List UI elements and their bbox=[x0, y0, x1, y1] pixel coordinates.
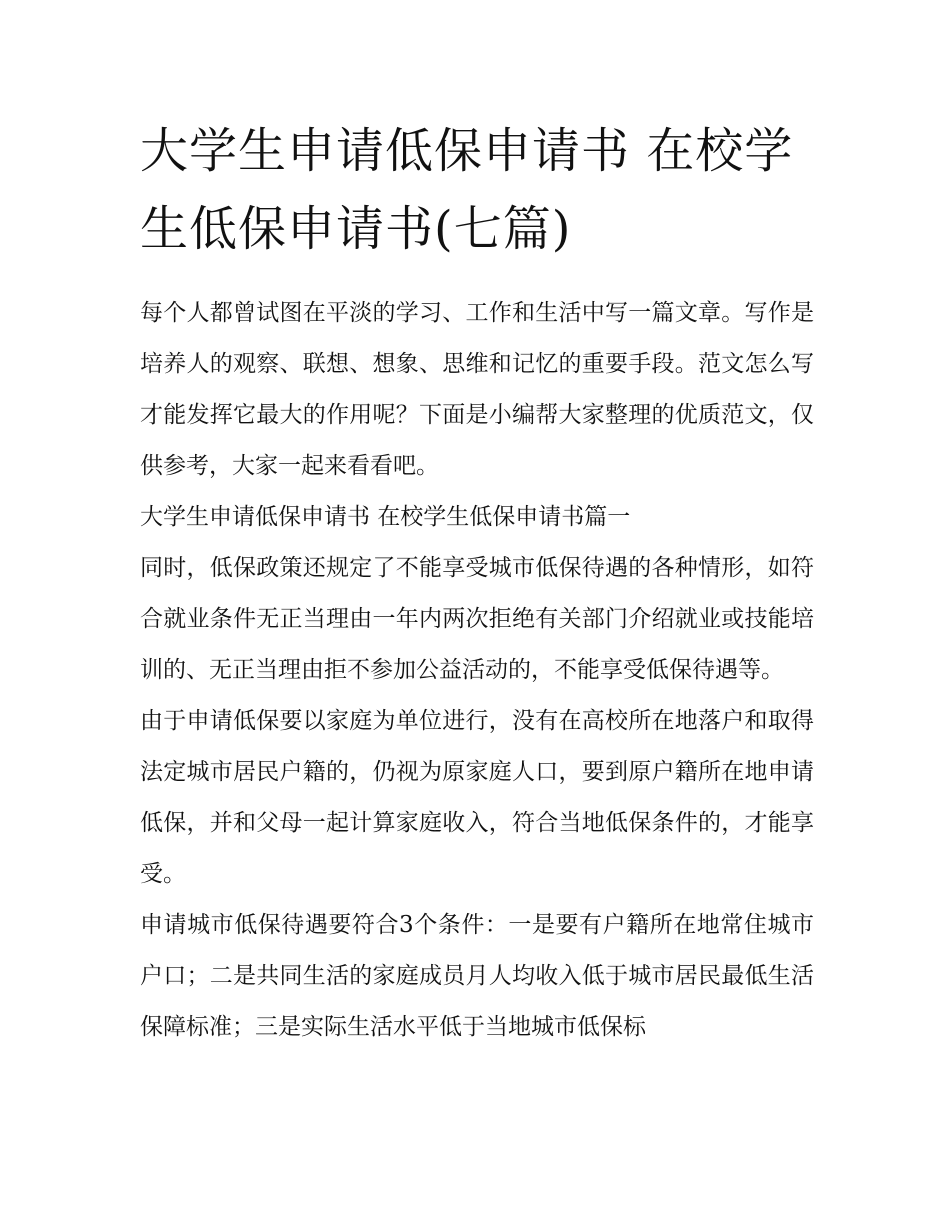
section-heading: 大学生申请低保申请书 在校学生低保申请书篇一 bbox=[140, 504, 631, 530]
intro-paragraph: 每个人都曾试图在平淡的学习、工作和生活中写一篇文章。写作是培养人的观察、联想、想象、思维和记忆的重要手段。范文怎么写才能发挥它最大的作用呢？下面是小编帮大家整理的优质范文，仅供参考，大家一起来看看吧。 bbox=[140, 300, 814, 479]
body-paragraph-3: 申请城市低保待遇要符合3个条件：一是要有户籍所在地常住城市户口；二是共同生活的家庭成员月人均收入低于城市居民最低生活保障标准；三是实际生活水平低于当地城市低保标 bbox=[140, 912, 814, 1040]
document-title: 大学生申请低保申请书 在校学生低保申请书(七篇) bbox=[140, 123, 794, 257]
body-paragraph-2: 由于申请低保要以家庭为单位进行，没有在高校所在地落户和取得法定城市居民户籍的，仍视为原家庭人口，要到原户籍所在地申请低保，并和父母一起计算家庭收入，符合当地低保条件的，才能享受。 bbox=[140, 708, 814, 887]
body-paragraph-1: 同时，低保政策还规定了不能享受城市低保待遇的各种情形，如符合就业条件无正当理由一年内两次拒绝有关部门介绍就业或技能培训的、无正当理由拒不参加公益活动的，不能享受低保待遇等。 bbox=[140, 555, 814, 683]
